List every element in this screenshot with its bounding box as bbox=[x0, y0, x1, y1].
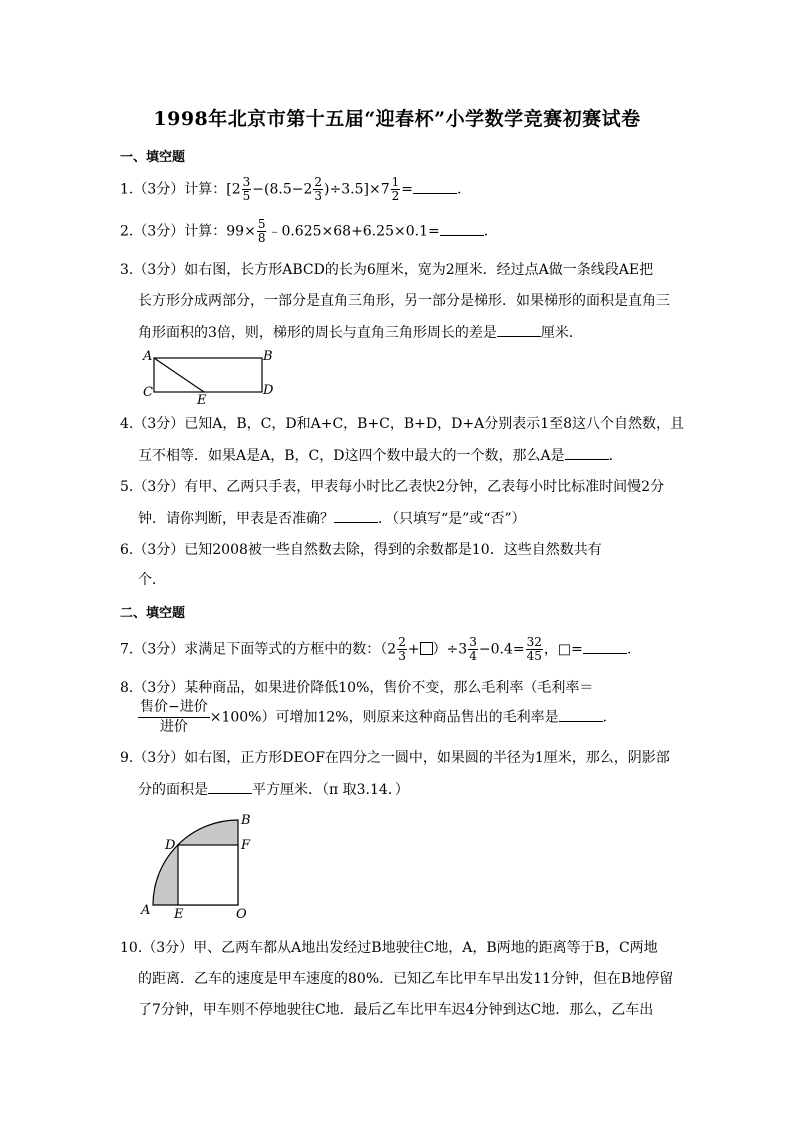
expr-part: ）÷3 bbox=[432, 641, 468, 658]
answer-blank[interactable] bbox=[440, 221, 484, 236]
fraction: $\frac{2}{3}$ bbox=[398, 635, 406, 663]
question-6 bbox=[120, 540, 602, 560]
question-text: ×100%）可增加12%，则原来这种商品售出的毛利率是 bbox=[209, 709, 559, 726]
question-5 bbox=[120, 477, 664, 497]
answer-blank[interactable] bbox=[334, 508, 378, 523]
question-9-line-2 bbox=[138, 779, 409, 800]
answer-blank[interactable] bbox=[559, 707, 603, 722]
question-4 bbox=[120, 414, 684, 434]
question-number: 8. bbox=[120, 680, 134, 696]
question-8-line-2 bbox=[138, 698, 617, 737]
rectangle-figure bbox=[138, 346, 278, 404]
expr-part: )÷3.5]×7 bbox=[324, 181, 390, 198]
question-text: （3分）如右图，长方形ABCD的长为6厘米，宽为2厘米．经过点A做一条线段AE把 bbox=[133, 262, 654, 278]
equals-sign: = bbox=[401, 181, 413, 198]
expr-part: ，□= bbox=[543, 641, 583, 658]
period: . bbox=[456, 181, 462, 198]
question-8 bbox=[120, 678, 593, 698]
question-prompt: （3分）计算：99× bbox=[133, 223, 256, 240]
question-prompt: （3分）计算： bbox=[133, 181, 227, 198]
period: . bbox=[483, 223, 489, 240]
question-3-line-2: 长方形分成两部分，一部分是直角三角形，另一部分是梯形．如果梯形的面积是直角三 bbox=[138, 293, 670, 309]
quarter-circle-figure bbox=[138, 808, 263, 923]
expr-part: −0.4= bbox=[478, 641, 525, 658]
question-3-line-3 bbox=[138, 322, 583, 343]
question-prompt: （3分）求满足下面等式的方框中的数：（2 bbox=[133, 641, 397, 658]
section-heading-2: 二、填空题 bbox=[120, 606, 186, 621]
question-text: （3分）甲、乙两车都从A地出发经过B地驶往C地，A，B两地的距离等于B，C两地 bbox=[142, 940, 658, 956]
question-number: 9. bbox=[120, 750, 134, 766]
question-text: （3分）有甲、乙两只手表，甲表每小时比乙表快2分钟，乙表每小时比标准时间慢2分 bbox=[133, 479, 665, 495]
label-c: C bbox=[143, 385, 153, 400]
question-text: ．（只填写“是”或“否”） bbox=[378, 511, 526, 527]
label-f: F bbox=[241, 838, 251, 853]
question-text: ． bbox=[608, 448, 623, 464]
question-text: 厘米． bbox=[540, 325, 583, 341]
question-text: 个． bbox=[138, 572, 166, 588]
answer-blank[interactable] bbox=[497, 322, 541, 337]
question-3 bbox=[120, 260, 653, 280]
question-1 bbox=[120, 176, 461, 203]
label-a: A bbox=[143, 349, 153, 364]
question-number: 6. bbox=[120, 542, 134, 558]
question-number: 1. bbox=[120, 181, 134, 198]
question-text: 角形面积的3倍，则，梯形的周长与直角三角形周长的差是 bbox=[138, 325, 497, 341]
question-2 bbox=[120, 218, 488, 245]
question-number: 7. bbox=[120, 641, 134, 658]
question-number: 3. bbox=[120, 262, 134, 278]
answer-blank[interactable] bbox=[583, 639, 627, 654]
question-6-line-2 bbox=[138, 570, 166, 590]
question-text: （3分）某种商品，如果进价降低10%，售价不变，那么毛利率（毛利率＝ bbox=[133, 680, 594, 696]
question-5-line-2 bbox=[138, 508, 526, 529]
fraction: $\frac{3}{4}$ bbox=[469, 635, 477, 663]
label-d: D bbox=[263, 383, 274, 398]
expr-part: [2 bbox=[226, 181, 241, 198]
segment-ae bbox=[154, 358, 204, 392]
period: . bbox=[626, 641, 632, 658]
expr-part: ﹣0.625×68+6.25×0.1= bbox=[267, 223, 440, 240]
square-deof bbox=[178, 845, 238, 905]
question-9 bbox=[120, 748, 670, 768]
fraction: $\frac{32}{45}$ bbox=[526, 635, 542, 663]
rectangle-abcd bbox=[154, 358, 262, 392]
label-a: A bbox=[141, 903, 151, 918]
fraction: $\frac{2}{3}$ bbox=[314, 175, 323, 203]
question-number: 4. bbox=[120, 416, 134, 432]
answer-blank[interactable] bbox=[208, 779, 252, 794]
question-text: 分的面积是 bbox=[138, 782, 208, 798]
answer-blank[interactable] bbox=[413, 179, 457, 194]
page-title: 1998年北京市第十五届“迎春杯”小学数学竞赛初赛试卷 bbox=[153, 108, 641, 130]
margin-formula: 售价−进价 进价 bbox=[140, 699, 208, 735]
label-b: B bbox=[263, 349, 273, 364]
question-text: （3分）已知2008被一些自然数去除，得到的余数都是10．这些自然数共有 bbox=[133, 542, 602, 558]
question-10-line-2: 的距离．乙车的速度是甲车速度的80%．已知乙车比甲车早出发11分钟，但在B地停留 bbox=[138, 971, 674, 987]
question-text: 互不相等．如果A是A，B，C，D这四个数中最大的一个数，那么A是 bbox=[138, 448, 565, 464]
fraction: $\frac{5}{8}$ bbox=[257, 217, 266, 245]
question-text: 平方厘米．（π 取3.14．） bbox=[252, 782, 409, 798]
label-e: E bbox=[197, 393, 207, 404]
question-text: 钟．请你判断，甲表是否准确？ bbox=[138, 511, 334, 527]
label-e: E bbox=[174, 907, 184, 922]
question-4-line-2 bbox=[138, 445, 623, 466]
fraction: $\frac{3}{5}$ bbox=[242, 175, 251, 203]
expr-part: −(8.5−2 bbox=[252, 181, 313, 198]
question-10-line-3: 了7分钟，甲车则不停地驶往C地．最后乙车比甲车迟4分钟到达C地．那么，乙车出 bbox=[138, 1002, 654, 1018]
answer-blank[interactable] bbox=[565, 445, 609, 460]
label-b: B bbox=[241, 813, 251, 828]
answer-box[interactable] bbox=[420, 642, 433, 655]
label-d: D bbox=[165, 838, 176, 853]
label-o: O bbox=[236, 907, 247, 922]
section-heading-1: 一、填空题 bbox=[120, 150, 186, 165]
question-number: 5. bbox=[120, 479, 134, 495]
question-10 bbox=[120, 938, 658, 958]
question-text: （3分）如右图，正方形DEOF在四分之一圆中，如果圆的半径为1厘米，那么，阴影部 bbox=[133, 750, 670, 766]
question-7 bbox=[120, 636, 631, 663]
fraction: $\frac{1}{2}$ bbox=[391, 175, 400, 203]
question-text: （3分）已知A，B，C，D和A+C，B+C，B+D，D+A分别表示1至8这八个自然数，且 bbox=[133, 416, 685, 432]
question-number: 2. bbox=[120, 223, 134, 240]
plus-sign: + bbox=[407, 641, 420, 658]
question-number: 10. bbox=[120, 940, 143, 956]
question-text: ． bbox=[602, 709, 617, 726]
